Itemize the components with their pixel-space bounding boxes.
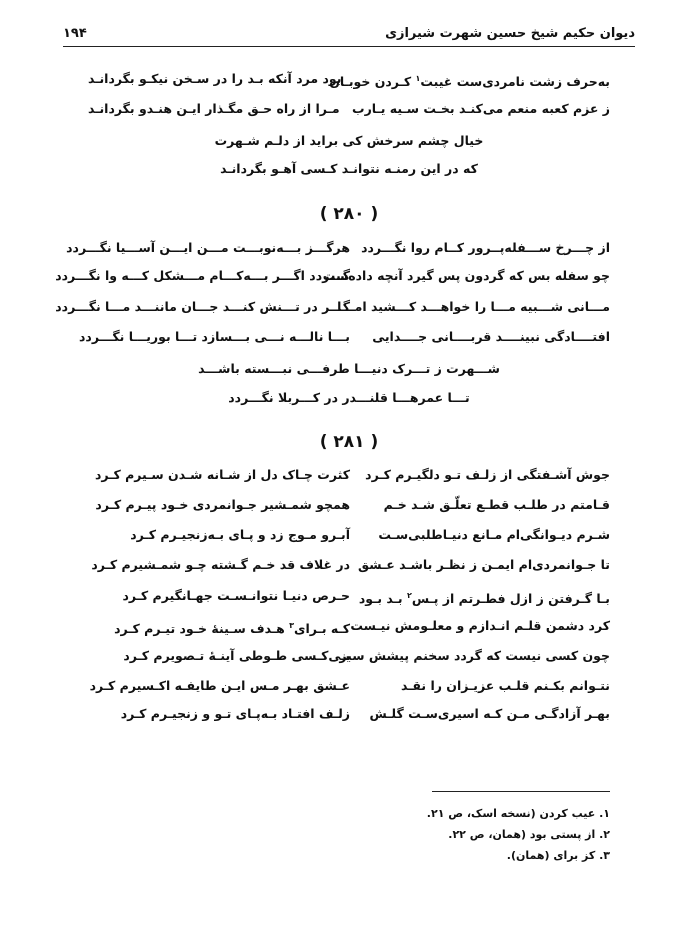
g280-couplet-1-first: از چـــرخ ســـفله‌پــرور کــام روا نگـــردد (361, 240, 610, 255)
g280-couplet-3-second: گـــر در تـــنش کنـــد جـــان ماننـــد مـــا نگـــردد (55, 299, 350, 314)
footnote-marker: ۲ (406, 591, 412, 600)
g281-couplet-4-second: در غلاف قد خـم گـشته چـو شمـشیرم کـرد (91, 557, 350, 572)
g280-couplet-2-second: گـــردد اگـــر بـــه‌کـــام مـــشکل کـــه وا نگـــردد (55, 268, 350, 283)
g281-couplet-4-first: تا جـوانمردی‌ام ایمـن ز نظـر باشـد عـشق (357, 557, 610, 572)
header-rule (63, 46, 635, 47)
footnote-1: ۱. عیب کردن (نسخه اسک، ص ۲۱. (426, 807, 610, 820)
g281-couplet-5-first: بـا گـرفتن ز ازل فطـرتم از پـس$^۲$ بـد بـود (358, 591, 610, 607)
intro-couplet-2-second: مـرا از راه حـق مگـذار ایـن هنـدو بگردانـد (88, 101, 340, 116)
running-title: دیوان حکیم شیخ حسین شهرت شیرازی (385, 26, 635, 41)
g281-couplet-3-first: شـرم دیـوانگی‌ام مـانع دنیـاطلبی‌سـت (378, 527, 610, 542)
g281-couplet-6-second: کـه بـرای$^۳$ هـدف سـینهٔ خـود تیـرم کـرد (114, 621, 350, 637)
g281-couplet-8-second: عـشق بهـر مـس ایـن طایفـه اکـسیرم کـرد (89, 678, 350, 693)
footnote-3: ۳. کز برای (همان). (506, 849, 610, 862)
g280-closing-2: تـــا عمرهـــا قلنـــدر در کـــربلا نگـــردد (228, 390, 470, 405)
footnote-separator (432, 791, 610, 792)
g281-couplet-8-first: نتـوانم بکـنم قلـب عزیـزان را نقـد (400, 678, 610, 693)
g280-closing-1: شـــهرت ز تـــرک دنیـــا طرفـــی نبـــسته باشـــد (198, 361, 500, 376)
intro-couplet-2-first: ز عزم کعبه منعم می‌کنـد بخـت سـیه یـارب (352, 101, 610, 116)
g281-couplet-2-first: قـامتم در طلـب قطـع تعلّـق شـد خـم (383, 497, 610, 512)
footnote-marker: ۳ (289, 621, 295, 630)
g281-couplet-5-second: حـرص دنیـا نتوانـسـت جهـانگیرم کـرد (122, 588, 350, 603)
g281-couplet-7-second: بـی‌کـسی طـوطی آینـهٔ تـصویرم کـرد (123, 648, 350, 663)
footnote-marker: ۱ (415, 74, 421, 83)
ghazal-heading-281: ( ۲۸۱ ) (319, 432, 379, 452)
intro-couplet-1-second: بود مرد آنکه بـد را در سـخن نیکـو بگردانـد (88, 71, 342, 86)
intro-closing-2: که در این رمنـه نتوانـد کـسی آهـو بگردانـد (220, 161, 478, 176)
page-header (63, 22, 635, 48)
g280-couplet-4-first: افتــــادگی نبینــــد قربــــانی جــــدایی (372, 329, 610, 344)
g281-couplet-9-first: بهـر آزادگـی مـن کـه اسیری‌سـت گلـش (369, 706, 610, 721)
g281-couplet-3-second: آبـرو مـوج زد و پـای بـه‌زنجیـرم کـرد (130, 527, 350, 542)
intro-couplet-1-first: به‌حرف زشت نامردی‌ست غیبت$^۱$ کـردن خوبـان (329, 74, 610, 90)
g281-couplet-2-second: همچو شمـشیر جـوانمردی خـود پیـرم کـرد (95, 497, 350, 512)
g281-couplet-1-first: جوش آشـفتگی از زلـف تـو دلگیـرم کـرد (365, 467, 610, 482)
g280-couplet-4-second: بـــا نالـــه نـــی بـــسازد تـــا بوریـــا نگـــردد (78, 329, 350, 344)
g280-couplet-2-first: چو سفله بس که گردون پس گیرد آنچه داده‌ست (322, 268, 610, 283)
intro-closing-1: خیال چشم سرخش کی براید از دلـم شـهرت (214, 133, 484, 148)
g281-couplet-1-second: کثرت چـاک دل از شـانه شـدن سـیرم کـرد (94, 467, 350, 482)
g280-couplet-1-second: هرگـــز بـــه‌نوبـــت مـــن ایـــن آســـیا نگـــردد (66, 240, 350, 255)
g281-couplet-9-second: زلـف افتـاد بـه‌پـای تـو و زنجیـرم کـرد (120, 706, 350, 721)
g281-couplet-6-first: کرد دشمن قلـم انـدازم و معلـومش نیـست (350, 618, 610, 633)
page-number: ۱۹۴ (63, 26, 87, 41)
g280-couplet-3-first: مـــانی شـــبیه مـــا را خواهـــد کـــشید امـــا (337, 299, 610, 314)
g281-couplet-7-first: چون کسی نیست که گردد سخنم پیشش سبز (339, 648, 610, 663)
footnote-2: ۲. از پستی بود (همان، ص ۲۲. (448, 828, 610, 841)
ghazal-heading-280: ( ۲۸۰ ) (319, 204, 379, 224)
